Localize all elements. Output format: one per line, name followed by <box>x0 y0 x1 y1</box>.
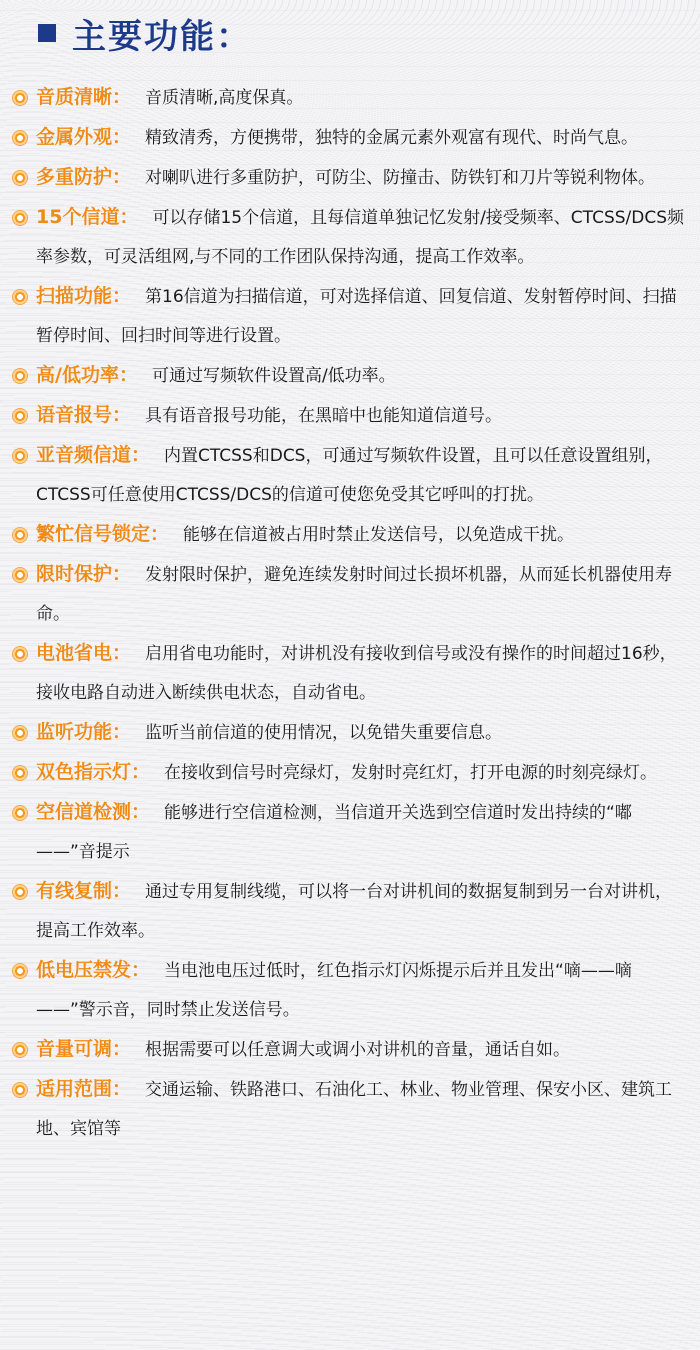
feature-description: 通过专用复制线缆，可以将一台对讲机间的数据复制到另一台对讲机，提高工作效率。 <box>36 882 673 941</box>
orange-circle-bullet-icon <box>13 647 27 661</box>
orange-circle-bullet-icon <box>13 1083 27 1097</box>
page-title: 主要功能： <box>72 16 252 57</box>
orange-circle-bullet-icon <box>13 369 27 383</box>
feature-title: 扫描功能： <box>36 285 132 307</box>
feature-description: 具有语音报号功能，在黑暗中也能知道信道号。 <box>145 406 503 426</box>
orange-circle-bullet-icon <box>13 726 27 740</box>
feature-item <box>0 793 700 872</box>
feature-description: 交通运输、铁路港口、石油化工、林业、物业管理、保安小区、建筑工地、宾馆等 <box>36 1080 673 1139</box>
feature-item <box>0 713 700 753</box>
orange-circle-bullet-icon <box>13 806 27 820</box>
feature-title: 空信道检测： <box>36 801 151 823</box>
orange-circle-bullet-icon <box>13 409 27 423</box>
feature-description: 音质清晰,高度保真。 <box>145 88 304 108</box>
feature-item <box>0 396 700 436</box>
feature-title: 电池省电： <box>36 642 132 664</box>
orange-circle-bullet-icon <box>13 131 27 145</box>
feature-item <box>0 872 700 951</box>
feature-item <box>0 555 700 634</box>
feature-title: 监听功能： <box>36 721 132 743</box>
feature-description: 启用省电功能时，对讲机没有接收到信号或没有操作的时间超过16秒，接收电路自动进入断续供电状态，自动省电。 <box>36 644 677 703</box>
feature-description: 对喇叭进行多重防护，可防尘、防撞击、防铁钉和刀片等锐利物体。 <box>145 168 656 188</box>
feature-item <box>0 277 700 356</box>
feature-description: 可通过写频软件设置高/低功率。 <box>151 366 396 386</box>
orange-circle-bullet-icon <box>13 449 27 463</box>
feature-item <box>0 158 700 198</box>
feature-title: 音质清晰： <box>36 86 132 108</box>
feature-description: 发射限时保护，避免连续发射时间过长损坏机器，从而延长机器使用寿命。 <box>36 565 673 624</box>
feature-description: 可以存储15个信道，且每信道单独记忆发射/接受频率、CTCSS/DCS频率参数，可灵活组网,与不同的工作团队保持沟通，提高工作效率。 <box>36 208 685 267</box>
feature-item <box>0 436 700 515</box>
feature-description: 在接收到信号时亮绿灯，发射时亮红灯，打开电源的时刻亮绿灯。 <box>164 763 658 783</box>
feature-title: 音量可调： <box>36 1038 132 1060</box>
feature-title: 语音报号： <box>36 404 132 426</box>
feature-description: 当电池电压过低时，红色指示灯闪烁提示后并且发出“嘀——嘀——”警示音，同时禁止发送信号。 <box>36 961 632 1020</box>
orange-circle-bullet-icon <box>13 290 27 304</box>
feature-item <box>0 356 700 396</box>
feature-item <box>0 118 700 158</box>
feature-item <box>0 78 700 118</box>
feature-description: 能够在信道被占用时禁止发送信号，以免造成干扰。 <box>183 525 575 545</box>
feature-item <box>0 753 700 793</box>
feature-title: 限时保护： <box>36 563 132 585</box>
orange-circle-bullet-icon <box>13 766 27 780</box>
orange-circle-bullet-icon <box>13 964 27 978</box>
feature-item <box>0 515 700 555</box>
feature-description: 精致清秀，方便携带，独特的金属元素外观富有现代、时尚气息。 <box>145 128 639 148</box>
orange-circle-bullet-icon <box>13 211 27 225</box>
feature-title: 低电压禁发： <box>36 959 151 981</box>
feature-item <box>0 198 700 277</box>
feature-title: 适用范围： <box>36 1078 132 1100</box>
feature-title: 双色指示灯： <box>36 761 151 783</box>
feature-item <box>0 1070 700 1149</box>
page-header <box>38 8 252 58</box>
feature-description: 能够进行空信道检测，当信道开关选到空信道时发出持续的“嘟——”音提示 <box>36 803 632 862</box>
feature-title: 多重防护： <box>36 166 132 188</box>
feature-description: 内置CTCSS和DCS，可通过写频软件设置，且可以任意设置组别，CTCSS可任意使用CTCSS/DCS的信道可使您免受其它呼叫的打扰。 <box>36 446 663 505</box>
feature-title: 有线复制： <box>36 880 132 902</box>
feature-description: 根据需要可以任意调大或调小对讲机的音量，通话自如。 <box>145 1040 571 1060</box>
orange-circle-bullet-icon <box>13 885 27 899</box>
feature-title: 高/低功率： <box>36 364 138 386</box>
feature-list <box>0 78 700 1149</box>
orange-circle-bullet-icon <box>13 1043 27 1057</box>
square-bullet-icon <box>38 24 56 42</box>
feature-item <box>0 634 700 713</box>
feature-title: 15个信道： <box>36 206 139 228</box>
feature-item <box>0 1030 700 1070</box>
orange-circle-bullet-icon <box>13 91 27 105</box>
feature-title: 繁忙信号锁定： <box>36 523 170 545</box>
orange-circle-bullet-icon <box>13 528 27 542</box>
feature-description: 监听当前信道的使用情况，以免错失重要信息。 <box>145 723 503 743</box>
feature-title: 亚音频信道： <box>36 444 151 466</box>
feature-item <box>0 951 700 1030</box>
feature-title: 金属外观： <box>36 126 132 148</box>
feature-description: 第16信道为扫描信道，可对选择信道、回复信道、发射暂停时间、扫描暂停时间、回扫时间等进行设置。 <box>36 287 677 346</box>
orange-circle-bullet-icon <box>13 171 27 185</box>
orange-circle-bullet-icon <box>13 568 27 582</box>
